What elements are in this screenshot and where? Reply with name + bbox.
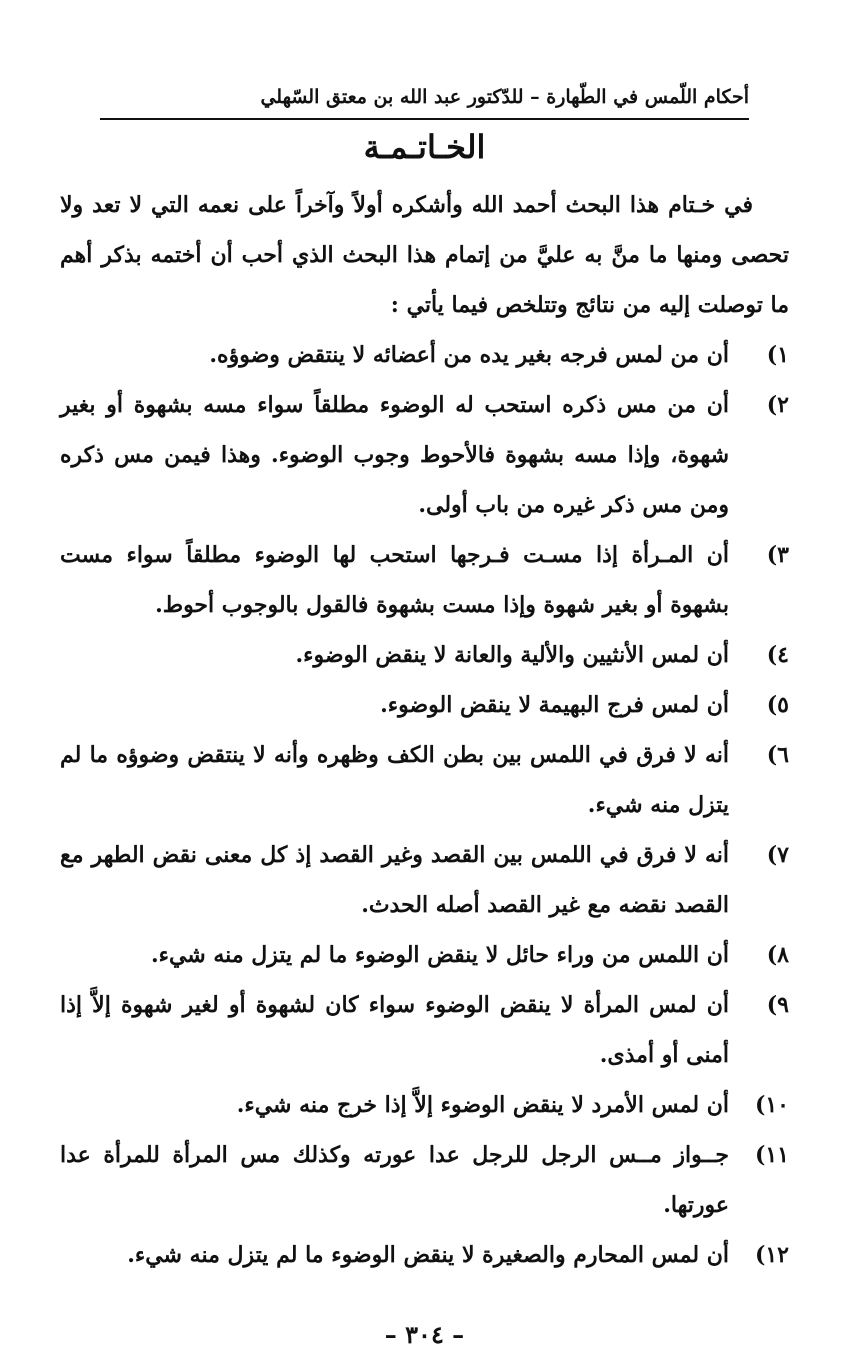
list-item [60, 330, 789, 380]
item-text: أن من مس ذكره استحب له الوضوء مطلقاً سواء مسه بشهوة أو بغير شهوة، وإذا مسه بشهوة فالأحوط وجوب الوضوء. وهذا فيمن مس ذكره ومن مس ذكر غيره من باب أولى. [60, 392, 729, 518]
list-item [60, 980, 789, 1080]
item-number: ٧) [766, 842, 789, 868]
item-text: أن لمس المرأة لا ينقض الوضوء سواء كان لشهوة أو لغير شهوة إلاَّ إذا أمنى أو أمذى. [60, 992, 729, 1068]
item-number: ٦) [766, 742, 789, 768]
item-number: ٨) [766, 942, 789, 968]
list-item [60, 1080, 789, 1130]
section-title: الخـاتـمـة [363, 128, 486, 166]
list-item [60, 530, 789, 630]
item-number: ١) [766, 342, 789, 368]
conclusions-list [60, 330, 789, 1280]
item-number: ٣) [766, 542, 789, 568]
item-number: ١١) [754, 1142, 789, 1168]
list-item [60, 630, 789, 680]
item-text: أن لمس الأمرد لا ينقض الوضوء إلاَّ إذا خرج منه شيء. [236, 1092, 729, 1118]
item-text: أنه لا فرق في اللمس بين بطن الكف وظهره وأنه لا ينتقض وضوؤه ما لم يتزل منه شيء. [60, 742, 729, 818]
item-text: أن لمس الأنثيين والألية والعانة لا ينقض الوضوء. [295, 642, 729, 668]
item-text: أن اللمس من وراء حائل لا ينقض الوضوء ما لم يتزل منه شيء. [150, 942, 729, 968]
item-text: أن من لمس فرجه بغير يده من أعضائه لا ينتقض وضوؤه. [209, 342, 729, 368]
item-number: ١٢) [754, 1242, 789, 1268]
header-rule [100, 118, 749, 120]
item-text: أن لمس فرج البهيمة لا ينقض الوضوء. [380, 692, 729, 718]
item-text: أنه لا فرق في اللمس بين القصد وغير القصد إذ كل معنى نقض الطهر مع القصد نقضه مع غير القصد أصله الحدث. [60, 842, 729, 918]
list-item [60, 680, 789, 730]
list-item [60, 1230, 789, 1280]
page-number: – ٣٠٤ – [384, 1320, 465, 1349]
item-text: أن المـرأة إذا مسـت فـرجها استحب لها الوضوء مطلقاً سواء مست بشهوة أو بغير شهوة وإذا مست بشهوة فالقول بالوجوب أحوط. [60, 542, 729, 618]
item-number: ٤) [766, 642, 789, 668]
intro-paragraph: في خـتام هذا البحث أحمد الله وأشكره أولاً وآخراً على نعمه التي لا تعد ولا تحصى ومنها ما منَّ به عليَّ من إتمام هذا البحث الذي أحب أن أختمه بذكر أهم ما توصلت إليه من نتائج وتتلخص فيما يأتي : [60, 192, 789, 318]
list-item [60, 830, 789, 930]
list-item [60, 380, 789, 530]
item-number: ٥) [766, 692, 789, 718]
running-header: أحكام اللّمس في الطّهارة – للدّكتور عبد الله بن معتق السّهلي [260, 86, 749, 108]
item-text: جــواز مــس الرجل للرجل عدا عورته وكذلك مس المرأة للمرأة عدا عورتها. [60, 1142, 729, 1218]
item-number: ١٠) [754, 1092, 789, 1118]
list-item [60, 930, 789, 980]
item-text: أن لمس المحارم والصغيرة لا ينقض الوضوء ما لم يتزل منه شيء. [127, 1242, 729, 1268]
item-number: ٩) [766, 992, 789, 1018]
list-item [60, 730, 789, 830]
item-number: ٢) [766, 392, 789, 418]
list-item [60, 1130, 789, 1230]
